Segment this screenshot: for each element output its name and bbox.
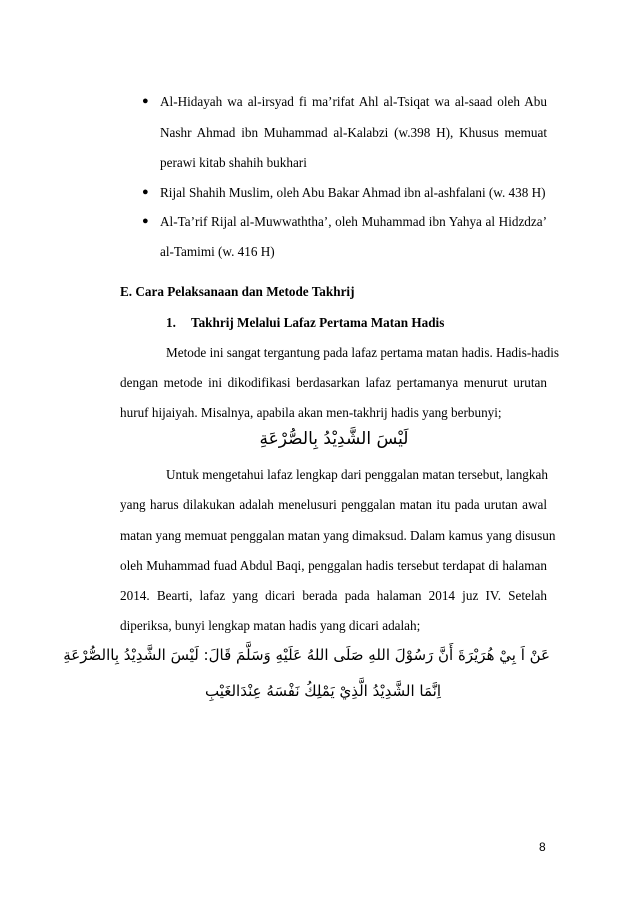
arabic-hadith-line-2: اِنَّمَا الشَّدِيْدُ الَّذِيْ يَمْلِكُ نَفْسَهُ عِنْدَالغَيْبِ	[204, 682, 442, 700]
bullet-3-line-1: Al-Ta’rif Rijal al-Muwwaththa’, oleh Muhammad ibn Yahya al Hidzdza’	[160, 214, 547, 229]
bullet-dot: ●	[142, 95, 149, 107]
paragraph-2-line-3: matan yang memuat penggalan matan yang dimaksud. Dalam kamus yang disusun	[120, 528, 556, 543]
paragraph-2-line-5: 2014. Bearti, lafaz yang dicari berada pada halaman 2014 juz IV. Setelah	[120, 588, 547, 603]
paragraph-2-line-2: yang harus dilakukan adalah menelusuri penggalan matan itu pada urutan awal	[120, 497, 547, 512]
bullet-2-line-1: Rijal Shahih Muslim, oleh Abu Bakar Ahmad ibn al-ashfalani (w. 438 H)	[160, 185, 546, 200]
arabic-quote-1: لَيْسَ الشَّدِيْدُ بِالصُّرْعَةِ	[259, 429, 409, 449]
bullet-3-line-2: al-Tamimi (w. 416 H)	[160, 244, 275, 259]
paragraph-2-line-4: oleh Muhammad fuad Abdul Baqi, penggalan hadis tersebut terdapat di halaman	[120, 558, 547, 573]
bullet-dot: ●	[142, 186, 149, 198]
page-number: 8	[539, 840, 546, 854]
bullet-1-line-2: Nashr Ahmad ibn Muhammad al-Kalabzi (w.398 H), Khusus memuat	[160, 125, 547, 140]
bullet-1-line-3: perawi kitab shahih bukhari	[160, 155, 307, 170]
arabic-hadith-line-1: عَنْ اَ بِيْ هُرَيْرَةَ أَنَّ رَسُوْلَ اللهِ صَلَى اللهُ عَلَيْهِ وَسَلَّمَ قَالَ: لَيْسَ الشَّدِيْدُ بِاالصُّرْعَةِ	[63, 646, 550, 664]
paragraph-1-line-1: Metode ini sangat tergantung pada lafaz pertama matan hadis. Hadis-hadis	[166, 345, 560, 360]
paragraph-1-line-3: huruf hijaiyah. Misalnya, apabila akan men-takhrij hadis yang berbunyi;	[120, 405, 502, 420]
paragraph-2-line-6: diperiksa, bunyi lengkap matan hadis yang dicari adalah;	[120, 618, 421, 633]
subheading-number: 1.	[166, 315, 176, 330]
subheading-title: Takhrij Melalui Lafaz Pertama Matan Hadis	[191, 315, 445, 330]
bullet-1-line-1: Al-Hidayah wa al-irsyad fi ma’rifat Ahl al-Tsiqat wa al-saad oleh Abu	[160, 94, 547, 109]
paragraph-2-line-1: Untuk mengetahui lafaz lengkap dari penggalan matan tersebut, langkah	[166, 467, 548, 482]
paragraph-1-line-2: dengan metode ini dikodifikasi berdasarkan lafaz pertamanya menurut urutan	[120, 375, 547, 390]
section-heading: E. Cara Pelaksanaan dan Metode Takhrij	[120, 284, 355, 299]
bullet-dot: ●	[142, 215, 149, 227]
